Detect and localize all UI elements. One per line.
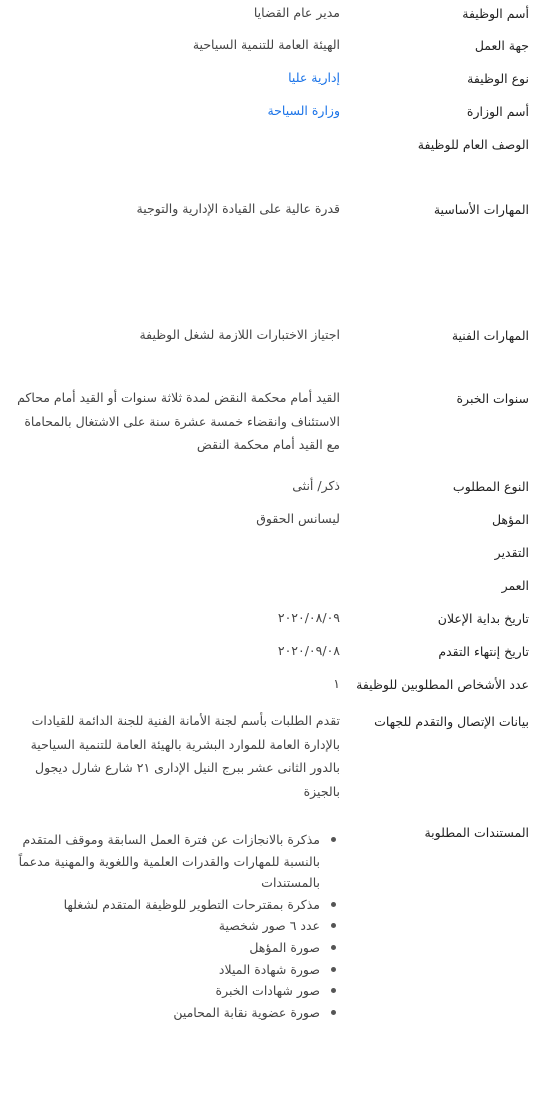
employer-value: الهيئة العامة للتنمية السياحية bbox=[192, 37, 340, 52]
qualification-value: ليسانس الحقوق bbox=[256, 511, 340, 526]
document-item: صورة شهادة الميلاد bbox=[10, 959, 340, 981]
job-type-link[interactable]: إدارية عليا bbox=[288, 70, 340, 85]
documents-list-wrap bbox=[10, 829, 340, 1023]
qualification-label: المؤهل bbox=[491, 512, 529, 527]
gender-value: ذكر/ أنثى bbox=[292, 478, 340, 493]
gender-label: النوع المطلوب bbox=[452, 479, 529, 494]
technical-skills-label: المهارات الفنية bbox=[451, 328, 529, 343]
document-item: صورة المؤهل bbox=[10, 937, 340, 959]
start-date-value: ٢٠٢٠/٠٨/٠٩ bbox=[277, 610, 340, 625]
documents-list bbox=[10, 829, 340, 1023]
contact-value: تقدم الطلبات بأسم لجنة الأمانة الفنية للجنة الدائمة للقيادات بالإدارة العامة للموارد البشرية بالهيئة العامة للتنمية السياحية بالدور الثانى عشر ببرج النيل الإدارى ٢١ شارع شارل ديجول بالجيزة bbox=[30, 713, 340, 799]
contact-label: بيانات الإتصال والتقدم للجهات bbox=[374, 714, 529, 729]
grade-label: التقدير bbox=[494, 545, 529, 560]
basic-skills-value: قدرة عالية على القيادة الإدارية والتوجية bbox=[136, 201, 340, 216]
document-item: مذكرة بمقترحات التطوير للوظيفة المتقدم لشغلها bbox=[10, 894, 340, 916]
job-type-label: نوع الوظيفة bbox=[467, 71, 529, 86]
document-item: عدد ٦ صور شخصية bbox=[10, 915, 340, 937]
technical-skills-value: اجتياز الاختبارات اللازمة لشغل الوظيفة bbox=[139, 327, 340, 342]
experience-label: سنوات الخبرة bbox=[456, 391, 529, 406]
end-date-label: تاريخ إنتهاء التقدم bbox=[438, 644, 529, 659]
job-title-label: أسم الوظيفة bbox=[462, 6, 529, 21]
basic-skills-label: المهارات الأساسية bbox=[433, 202, 529, 217]
employer-label: جهة العمل bbox=[474, 38, 529, 53]
count-value: ١ bbox=[333, 676, 340, 691]
description-label: الوصف العام للوظيفة bbox=[417, 137, 529, 152]
start-date-label: تاريخ بداية الإعلان bbox=[437, 611, 529, 626]
experience-value: القيد أمام محكمة النقض لمدة ثلاثة سنوات أو القيد أمام محاكم الاستئناف وانقضاء خمسة عشرة سنة على الاشتغال بالمحاماة مع القيد أمام محكمة النقض bbox=[17, 390, 340, 452]
document-item: صور شهادات الخبرة bbox=[10, 980, 340, 1002]
document-item: صورة عضوية نقابة المحامين bbox=[10, 1002, 340, 1024]
end-date-value: ٢٠٢٠/٠٩/٠٨ bbox=[277, 643, 340, 658]
age-label: العمر bbox=[501, 578, 529, 593]
document-item: مذكرة بالانجازات عن فترة العمل السابقة وموقف المتقدم بالنسبة للمهارات والقدرات العلمية واللغوية والمهنية مدعماً بالمستندات bbox=[10, 829, 340, 894]
ministry-label: أسم الوزارة bbox=[466, 104, 529, 119]
count-label: عدد الأشخاص المطلوبين للوظيفة bbox=[356, 677, 529, 692]
ministry-link[interactable]: وزارة السياحة bbox=[267, 103, 340, 118]
documents-label: المستندات المطلوبة bbox=[424, 825, 529, 840]
job-title-value: مدير عام القضايا bbox=[253, 5, 340, 20]
